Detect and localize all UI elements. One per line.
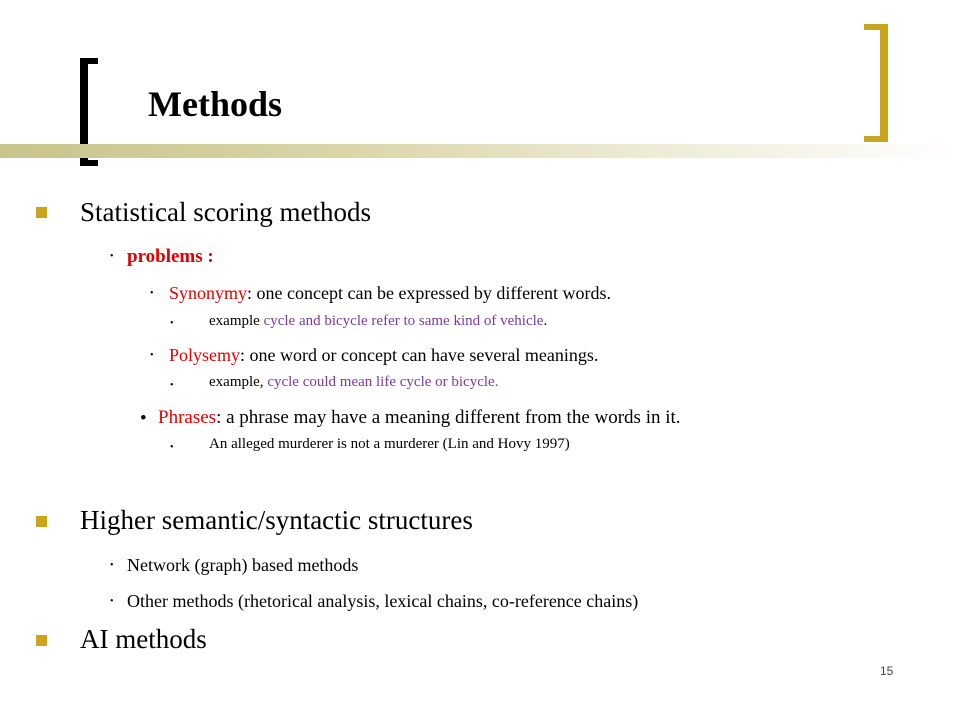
phrases-example: An alleged murderer is not a murderer (Lin and Hovy 1997) bbox=[209, 436, 570, 452]
right-bracket-decoration bbox=[864, 24, 888, 142]
dot-bullet-icon: • bbox=[170, 442, 174, 453]
dot-bullet-icon: • bbox=[110, 596, 114, 607]
structures-item: Network (graph) based methods bbox=[127, 555, 359, 575]
square-bullet-icon bbox=[36, 207, 47, 218]
slide-title: Methods bbox=[148, 84, 282, 124]
structures-item: Other methods (rhetorical analysis, lexical chains, co-reference chains) bbox=[127, 591, 639, 611]
synonymy-example bbox=[209, 314, 547, 329]
polysemy-term: Polysemy bbox=[169, 345, 241, 365]
phrases-term: Phrases bbox=[158, 407, 217, 428]
synonymy-item bbox=[169, 284, 611, 302]
dot-bullet-icon: • bbox=[110, 251, 114, 262]
dot-bullet-icon: • bbox=[110, 560, 114, 571]
phrases-bullet-icon: • bbox=[140, 408, 147, 429]
polysemy-item bbox=[169, 346, 598, 364]
dot-bullet-icon: • bbox=[170, 380, 174, 391]
section-heading-statistical: Statistical scoring methods bbox=[80, 197, 371, 227]
polysemy-example-text: cycle could mean life cycle or bicycle. bbox=[267, 374, 499, 390]
phrases-text: : a phrase may have a meaning different from the words in it. bbox=[216, 407, 681, 428]
section-heading-ai: AI methods bbox=[80, 624, 207, 654]
synonymy-example-prefix: example bbox=[209, 313, 264, 329]
section-heading-structures: Higher semantic/syntactic structures bbox=[80, 505, 473, 535]
dot-bullet-icon: • bbox=[170, 318, 174, 329]
problems-label: problems : bbox=[127, 246, 214, 267]
synonymy-term: Synonymy bbox=[169, 283, 248, 303]
square-bullet-icon bbox=[36, 516, 47, 527]
synonymy-text: : one concept can be expressed by different words. bbox=[247, 283, 612, 303]
polysemy-example bbox=[209, 375, 498, 390]
synonymy-example-suffix: . bbox=[543, 313, 548, 329]
dot-bullet-icon: • bbox=[150, 350, 154, 361]
polysemy-example-prefix: example, bbox=[209, 374, 268, 390]
synonymy-example-text: cycle and bicycle refer to same kind of vehicle bbox=[263, 313, 544, 329]
title-underline-band bbox=[0, 144, 960, 158]
polysemy-text: : one word or concept can have several meanings. bbox=[240, 345, 599, 365]
page-number: 15 bbox=[880, 664, 894, 678]
phrases-item bbox=[158, 408, 681, 427]
square-bullet-icon bbox=[36, 635, 47, 646]
dot-bullet-icon: • bbox=[150, 288, 154, 299]
